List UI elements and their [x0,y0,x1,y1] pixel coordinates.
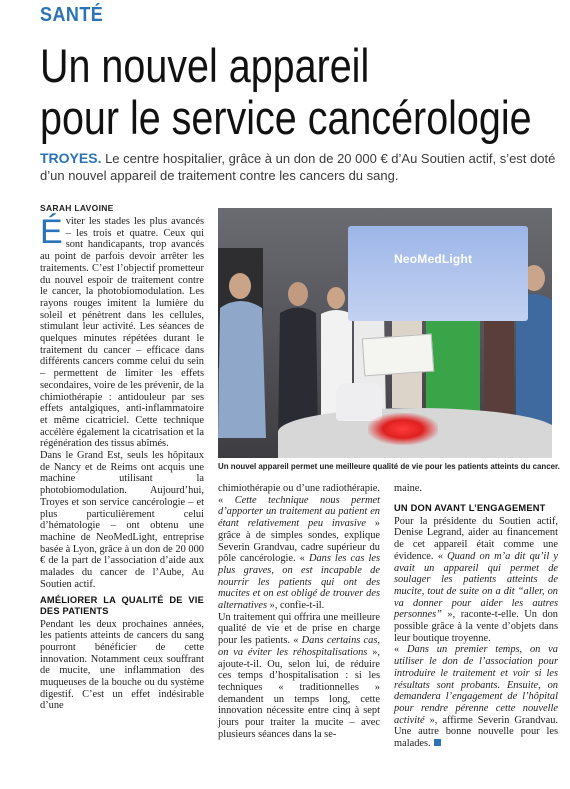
col3-paragraph-2: « Dans un premier temps, on va utiliser le don de l’association pour introduire le traitement et voir si les résultats sont probants. Ensuite, on demandera l’engagement de l’hôpital pour rendre pérenne cette nouvelle activité », affirme Severin Grandvau. Une autre bonne nouvelle pour les malades. [394,644,558,750]
donation-check [362,334,434,377]
article-photo [218,208,552,458]
col3-subhead: UN DON AVANT L’ENGAGEMENT [394,502,546,513]
photo-caption: Un nouvel appareil permet une meilleure qualité de vie pour les patients atteints du cancer. [218,461,560,471]
headline-line-2: pour le service cancérologie [40,91,532,144]
byline: SARAH LAVOINE [40,203,114,213]
col1-paragraph-3: Pendant les deux prochaines années, les patients atteints de cancers du sang pourront bénéficier de cette innovation. Notamment ceux souffrant de mucite, une inflammation des muqueuses de la bouche ou du système digestif. C’est un effet indésirable d’une [40,618,204,712]
headline-line-1: Un nouvel appareil [40,39,370,92]
col2-paragraph-1: chimiothérapie ou d’une radiothérapie. « Cette technique nous permet d’apporter un traitement au patient en étant relativement peu invasive » grâce à de simples sondes, explique Severin Grandvau, cadre supérieur du pôle cancérologie. « Dans les cas les plus graves, on est incapable de nourrir les patients qui ont des mucites et on est obligé de trouver des alternatives », confie-t-il. [218,483,380,612]
column-1 [40,213,204,712]
dropcap: É [40,213,63,251]
lede-text: Le centre hospitalier, grâce à un don de 20 000 € d’Au Soutien actif, s’est doté d’un nouvel appareil de traitement contre les cancers du sang. [40,151,556,183]
col1-paragraph-1 [40,213,204,450]
screen-logo-text: NeoMedLight [394,252,473,266]
col1-paragraph-2: Dans le Grand Est, seuls les hôpitaux de Nancy et de Reims ont acquis une machine utilisant la photobiomodulation. Aujourd’hui, Troyes et son service cancérologie – et plus particulièrement celui d’hématologie – ont obtenu une machine de NeoMedLight, entreprise basée à Lyon, grâce à un don de 20 000 € de la part de l’association d’aide aux malades du cancer de l’Aube, Au Soutien actif. [40,450,204,590]
lede-city: TROYES. [40,150,102,166]
projection-screen [348,226,528,321]
end-of-article-icon [434,739,441,746]
column-3 [394,483,558,750]
col3-paragraph-0: maine. [394,483,422,494]
col3-paragraph-1: Pour la présidente du Soutien actif, Denise Legrand, aider au financement de cet appareil était comme une évidence. « Quand on m’a dit qu’il y avait un appareil qui permet de soulager les patients atteints de mucite, tout de suite on a dit “aller, on va donner pour aider les autres personnes” », raconte-t-elle. Un don possible grâce à la vente d’objets dans leur boutique troyenne. [394,515,558,644]
red-light [368,413,438,445]
col2-paragraph-2: Un traitement qui offrira une meilleure qualité de vie et de prise en charge pour les patients. « Dans certains cas, on va éviter les réhospitalisations », ajoute-t-il. Ou, selon lui, de réduire ces temps d’hospitalisation : si les techniques « traditionnelles » demandent un temps long, cette innovation nécessite entre cinq à sept jours pour traiter la mucite – avec plusieurs séances dans la se- [218,611,381,740]
column-2 [218,483,380,740]
section-label: SANTÉ [40,4,104,26]
col1-subhead: AMÉLIORER LA QUALITÉ DE VIE DES PATIENTS [40,594,204,616]
col1-p1-text: viter les stades les plus avancés – les trois et quatre. Ceux qui sont handicapants, trop avancés au point de parfois devoir arrêter les traitements. C’est l’objectif prometteur du nouvel espoir de traitement contre le cancer, la photobiomodulation. Les rayons rouges imitent la lumière du soleil et pénètrent dans les cellules, stimulant leur activité. Les séances de quelques minutes répétées durant le traitement du cancer – efficace dans différents cancers comme celui du sein – permettent de limiter les effets secondaires, voire de les prévenir, de la chimiothérapie : antidouleur par ses effets antalgiques, anti-inflammatoire et même cicatriciel. Cette technique accélère également la cicatrisation et la régénération des tissus abîmés. [40,216,204,450]
lede [40,150,560,184]
